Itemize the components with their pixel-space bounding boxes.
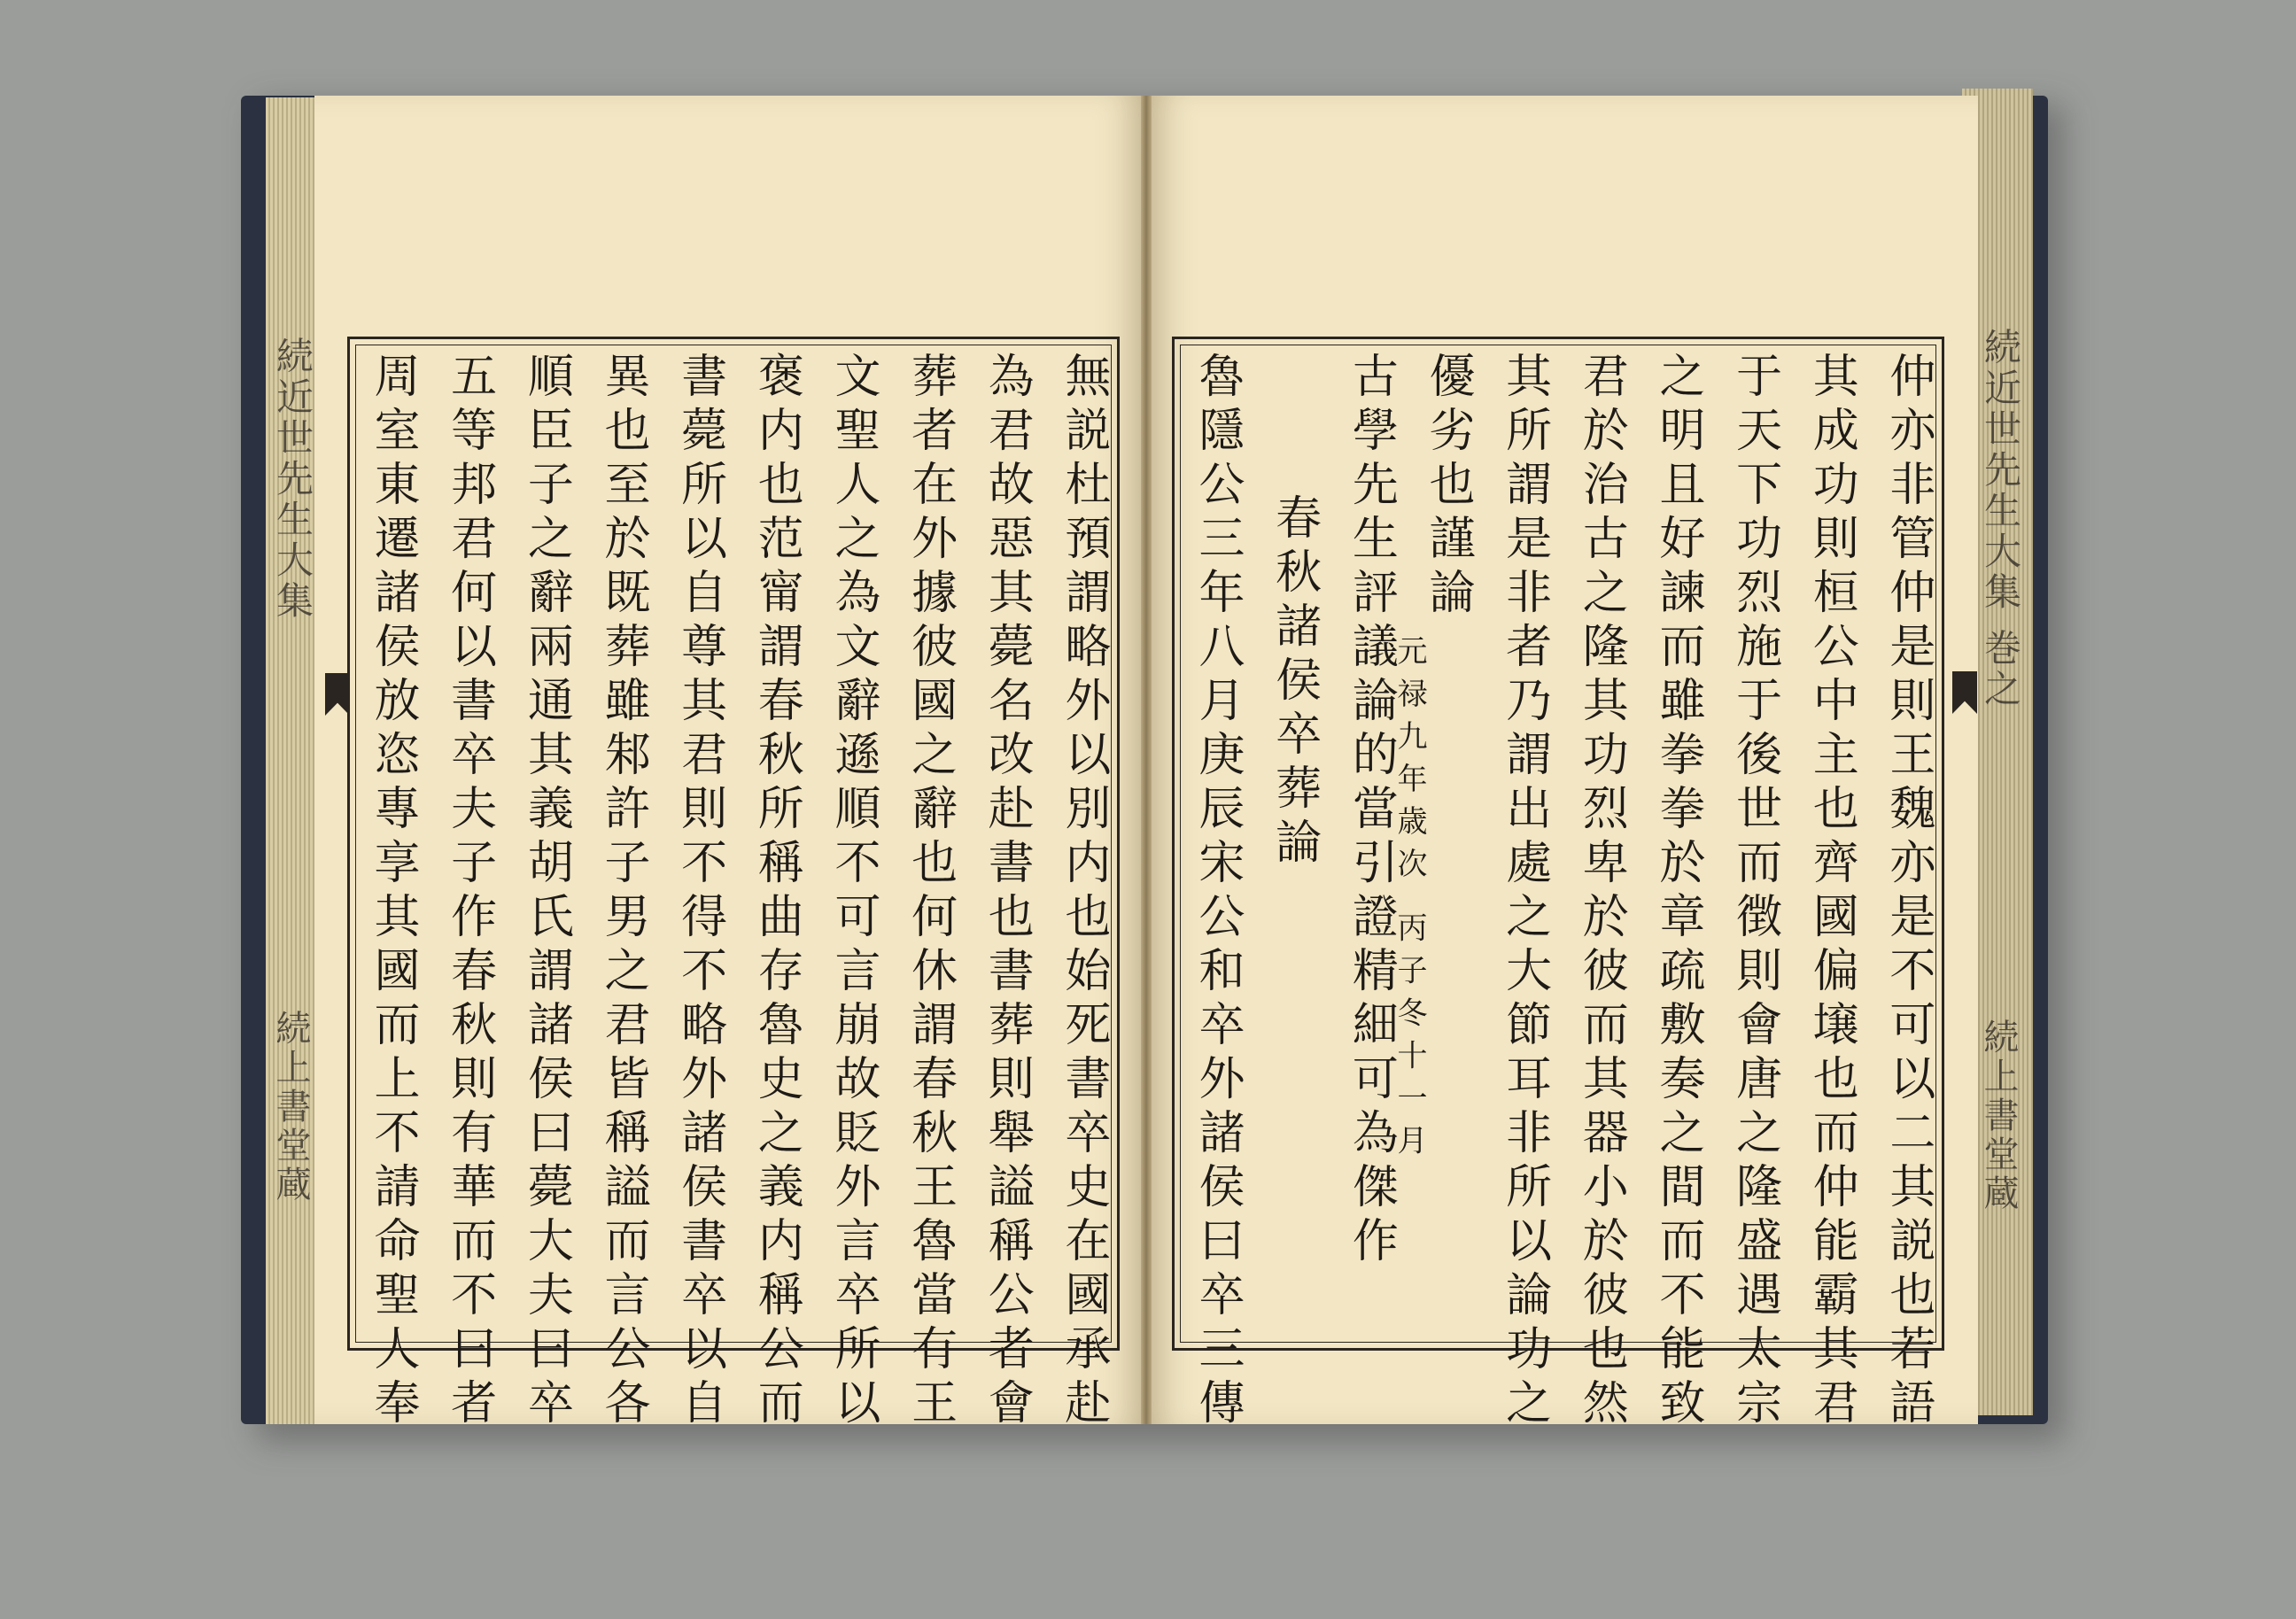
text-column: 異也至於既葬雖邾許子男之君皆稱謚而言公各 xyxy=(595,352,649,1432)
text-column: 其成功則桓公中主也齊國偏壌也而仲能霸其君 xyxy=(1804,352,1858,1432)
text-column: 其所謂是非者乃謂出處之大節耳非所以論功之 xyxy=(1497,352,1551,1432)
text-column: 順臣子之辭兩通其義胡氏謂諸侯曰薨大夫曰卒 xyxy=(519,352,573,1432)
book-gutter xyxy=(1141,96,1152,1424)
text-column: 為君故惡其薨名改赴書也書葬則舉謚稱公者會 xyxy=(980,352,1034,1432)
text-column: 葬者在外據彼國之辭也何休謂春秋王魯當有王 xyxy=(903,352,957,1432)
text-column: 書薨所以自尊其君則不得不略外諸侯書卒以自 xyxy=(672,352,726,1432)
text-column: 仲亦非管仲是則王魏亦是不可以二其説也若語 xyxy=(1881,352,1935,1432)
right-text-frame xyxy=(1172,337,1944,1432)
right-margin-title: 続近世先生大集 巻之 xyxy=(1979,328,2022,710)
left-margin-bottom: 続上書堂蔵 xyxy=(270,1010,311,1205)
right-margin-bottom: 続上書堂蔵 xyxy=(1978,1019,2019,1213)
commentary-column: 古學先生評議論的當引證精細可為傑作 xyxy=(1344,352,1398,1270)
text-column: 優劣也謹論 xyxy=(1420,352,1474,622)
text-column: 之明且好諫而雖拳拳於章疏敷奏之間而不能致 xyxy=(1650,352,1704,1432)
closing-column xyxy=(1391,352,1474,1336)
left-page-edges xyxy=(266,97,319,1424)
text-column: 周室東遷諸侯放恣專享其國而上不請命聖人奉 xyxy=(366,352,419,1432)
text-column: 文聖人之為文辭遜順不可言崩故貶外言卒所以 xyxy=(826,352,880,1432)
text-column: 君於治古之隆其功烈卑於彼而其器小於彼也然 xyxy=(1574,352,1628,1432)
left-text-columns xyxy=(361,352,1110,1432)
section-heading: 春秋諸侯卒葬論 xyxy=(1267,493,1321,871)
text-column: 于天下功烈施于後世而徴則會唐之隆盛遇太宗 xyxy=(1727,352,1781,1432)
left-margin-title: 続近世先生大集 xyxy=(271,337,314,622)
text-column: 魯隱公三年八月庚辰宋公和卒外諸侯曰卒三傳 xyxy=(1191,352,1244,1432)
text-column: 褒内也范甯謂春秋所稱曲存魯史之義内稱公而 xyxy=(749,352,803,1432)
text-column: 五等邦君何以書卒夫子作春秋則有華而不曰者 xyxy=(442,352,496,1432)
left-text-frame xyxy=(347,337,1120,1432)
date-note: 元禄九年歳次 丙子冬十一月 xyxy=(1391,635,1427,1167)
right-text-columns xyxy=(1185,352,1935,1432)
text-column: 無説杜預謂略外以別内也始死書卒史在國承赴 xyxy=(1056,352,1110,1432)
